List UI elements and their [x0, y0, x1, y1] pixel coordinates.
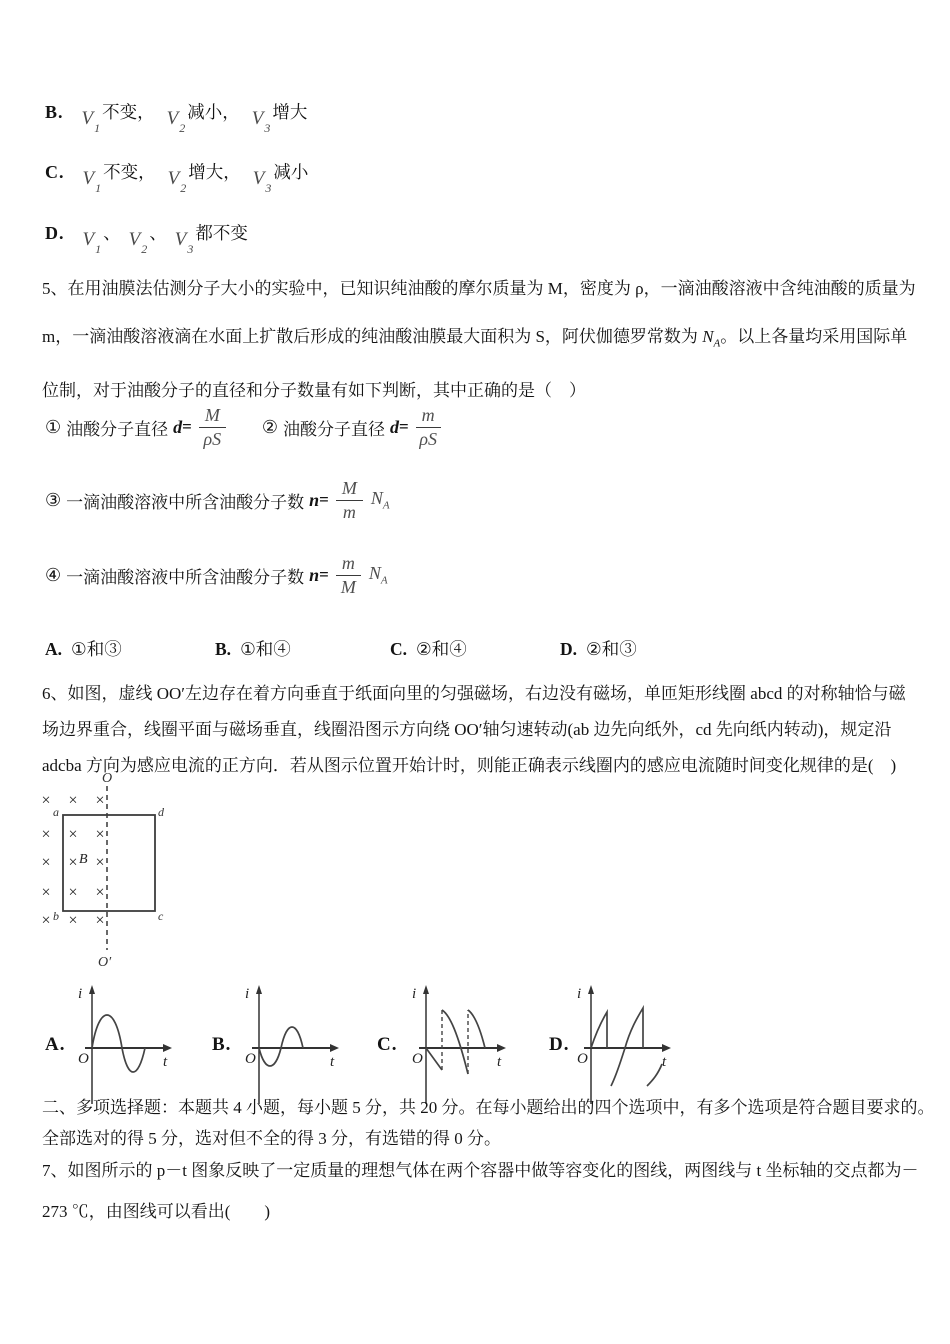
x-axis-label: t: [497, 1054, 502, 1070]
circled-number: ③: [45, 489, 62, 510]
math-var: n: [309, 564, 320, 585]
math-v2: $V_2$: [167, 168, 187, 195]
text-segment: 都不变: [195, 223, 248, 243]
text-segment: 减小，: [187, 102, 240, 122]
q6-line-1: 6、如图，虚线 OO′左边存在着方向垂直于纸面向里的匀强磁场，右边没有磁场，单匝矩形线圈 abcd 的对称轴恰与磁: [42, 684, 906, 703]
graph-option-letter-b: B.: [212, 1034, 232, 1055]
field-cross-icon: ×: [95, 826, 105, 843]
formula-row-1: [45, 396, 445, 458]
math-var: n: [309, 489, 320, 510]
origin-label: O: [245, 1051, 256, 1067]
q5-line-1: 5、在用油膜法估测分子大小的实验中，已知识纯油酸的摩尔质量为 M，密度为 ρ，一滴油酸溶液中含纯油酸的质量为: [42, 279, 916, 298]
q6-line-3: adcba 方向为感应电流的正方向．若从图示位置开始计时，则能正确表示线圈内的感应电流随时间变化规律的是( ): [42, 756, 897, 775]
circled-number: ②: [261, 416, 278, 437]
field-label-b: B: [79, 852, 88, 867]
field-cross-icon: ×: [41, 884, 51, 901]
text-segment: 增大，: [188, 162, 241, 182]
math-var: d: [389, 416, 399, 437]
text-segment: 、: [149, 223, 167, 243]
current-curve: [92, 1015, 145, 1072]
q5-answer-b: B. ①和④: [215, 639, 291, 659]
question-6-text: [42, 676, 932, 784]
y-axis-arrow: [256, 985, 262, 994]
field-cross-grid: [41, 792, 104, 929]
x-axis-label: t: [662, 1054, 667, 1070]
corner-label-d: d: [158, 805, 164, 819]
graph-option-letter-a: A.: [45, 1034, 66, 1055]
math-na: $N_A$: [368, 563, 388, 587]
graph-option-a: [58, 982, 176, 1110]
math-v2: $V_2$: [128, 229, 148, 256]
formula-1: [45, 405, 230, 448]
axis-label-o-prime: O′: [98, 955, 112, 970]
field-cross-icon: ×: [41, 854, 51, 871]
field-cross-icon: ×: [95, 792, 105, 809]
math-v1: $V_1$: [82, 229, 102, 256]
origin-label: O: [78, 1051, 89, 1067]
corner-label-c: c: [158, 909, 164, 923]
y-axis-arrow: [588, 985, 594, 994]
equals-sign: =: [182, 417, 192, 436]
formula-row-3: [45, 543, 388, 607]
section-2-header: [42, 1092, 935, 1154]
text-segment: 不变，: [103, 162, 156, 182]
option-letter: D.: [45, 223, 65, 243]
q5-answer-c: C. ②和④: [390, 639, 467, 659]
option-letter: C.: [45, 162, 65, 182]
corner-label-a: a: [53, 805, 59, 819]
corner-label-b: b: [53, 909, 59, 923]
field-cross-icon: ×: [95, 854, 105, 871]
option-row-d: [45, 220, 260, 256]
math-var: d: [173, 416, 183, 437]
q5-answer-d: D. ②和③: [560, 639, 637, 659]
fraction: $\frac{M}{\rho S}$: [199, 405, 226, 448]
axis-label-o: O: [102, 771, 113, 786]
x-axis-arrow: [163, 1044, 172, 1052]
field-cross-icon: ×: [68, 854, 78, 871]
circled-number: ④: [45, 564, 62, 585]
y-axis-label: i: [78, 986, 83, 1002]
math-v3: $V_3$: [251, 108, 271, 135]
dashed-jump-lines: [442, 1010, 468, 1074]
field-cross-icon: ×: [95, 884, 105, 901]
current-curve: [426, 1010, 485, 1074]
graph-option-d: [557, 982, 675, 1110]
formula-2: [262, 405, 445, 448]
formula-text: 一滴油酸溶液中所含油酸分子数: [66, 567, 305, 587]
graph-option-b: [225, 982, 343, 1110]
field-cross-icon: ×: [68, 912, 78, 929]
q5-line-2: [42, 313, 932, 367]
q7-line-1: 7、如图所示的 p－t 图象反映了一定质量的理想气体在两个容器中做等容变化的图线，两图线与 t 坐标轴的交点都为－: [42, 1161, 919, 1180]
text-segment: 。以上各量均采用国际单: [720, 327, 908, 346]
option-row-c: [45, 159, 320, 195]
equals-sign: =: [319, 565, 329, 584]
math-v1: $V_1$: [82, 168, 102, 195]
field-diagram: [26, 770, 186, 970]
field-cross-icon: ×: [68, 884, 78, 901]
text-segment: 、: [103, 223, 121, 243]
math-na: $N_A$: [370, 488, 390, 512]
field-cross-icon: ×: [41, 792, 51, 809]
equals-sign: =: [398, 417, 409, 436]
text-segment: m，一滴油酸溶液滴在水面上扩散后形成的纯油酸油膜最大面积为 S，阿伏伽德罗常数为: [42, 327, 703, 346]
circled-number: ①: [45, 416, 62, 437]
y-axis-arrow: [89, 985, 95, 994]
section-2-line-1: 二、多项选择题：本题共 4 小题，每小题 5 分，共 20 分。在每小题给出的四个选项中，有多个选项是符合题目要求的。: [42, 1098, 935, 1117]
x-axis-arrow: [330, 1044, 339, 1052]
question-7-text: [42, 1150, 932, 1232]
q5-answer-row: [45, 636, 915, 662]
x-axis-arrow: [662, 1044, 671, 1052]
formula-text: 油酸分子直径: [66, 419, 169, 439]
y-axis-label: i: [577, 986, 582, 1002]
x-axis-label: t: [163, 1054, 168, 1070]
q7-line-2: 273 ℃，由图线可以看出( ): [42, 1202, 271, 1221]
q5-answer-a: A. ①和③: [45, 639, 122, 659]
option-letter: B.: [45, 102, 64, 122]
y-axis-label: i: [412, 986, 417, 1002]
formula-row-2: [45, 468, 390, 532]
field-cross-icon: ×: [41, 826, 51, 843]
text-segment: 减小: [273, 162, 309, 182]
origin-label: O: [412, 1051, 423, 1067]
formula-4: [45, 553, 388, 596]
field-cross-icon: ×: [68, 792, 78, 809]
question-5-text: [42, 265, 932, 415]
fraction: $\frac{m}{\rho S}$: [416, 405, 441, 448]
graph-option-letter-d: D.: [549, 1034, 570, 1055]
field-cross-icon: ×: [95, 912, 105, 929]
math-v1: $V_1$: [81, 108, 101, 135]
math-v3: $V_3$: [174, 229, 194, 256]
text-segment: 不变，: [102, 102, 155, 122]
formula-text: 一滴油酸溶液中所含油酸分子数: [66, 492, 305, 512]
formula-3: [45, 478, 390, 521]
current-curve: [259, 1027, 303, 1066]
math-v3: $V_3$: [252, 168, 272, 195]
graph-option-letter-c: C.: [377, 1034, 398, 1055]
q6-line-2: 场边界重合，线圈平面与磁场垂直，线圈沿图示方向绕 OO′轴匀速转动(ab 边先向纸外，cd 先向纸内转动)，规定沿: [42, 720, 892, 739]
field-cross-icon: ×: [41, 912, 51, 929]
y-axis-label: i: [245, 986, 250, 1002]
section-2-line-2: 全部选对的得 5 分，选对但不全的得 3 分，有选错的得 0 分。: [42, 1129, 501, 1148]
y-axis-arrow: [423, 985, 429, 994]
fraction: $\frac{m}{M}$: [336, 553, 361, 596]
option-row-b: [45, 99, 319, 135]
q5-line-3: 位制，对于油酸分子的直径和分子数量有如下判断，其中正确的是（ ）: [42, 381, 586, 401]
text-segment: 增大: [272, 102, 308, 122]
graph-option-c: [392, 982, 510, 1110]
x-axis-arrow: [497, 1044, 506, 1052]
field-cross-icon: ×: [68, 826, 78, 843]
equals-sign: =: [319, 490, 329, 509]
x-axis-label: t: [330, 1054, 335, 1070]
math-na: $N_A$: [702, 327, 721, 350]
origin-label: O: [577, 1051, 588, 1067]
formula-text: 油酸分子直径: [282, 419, 385, 439]
fraction: $\frac{M}{m}$: [336, 478, 363, 521]
math-v2: $V_2$: [166, 108, 186, 135]
